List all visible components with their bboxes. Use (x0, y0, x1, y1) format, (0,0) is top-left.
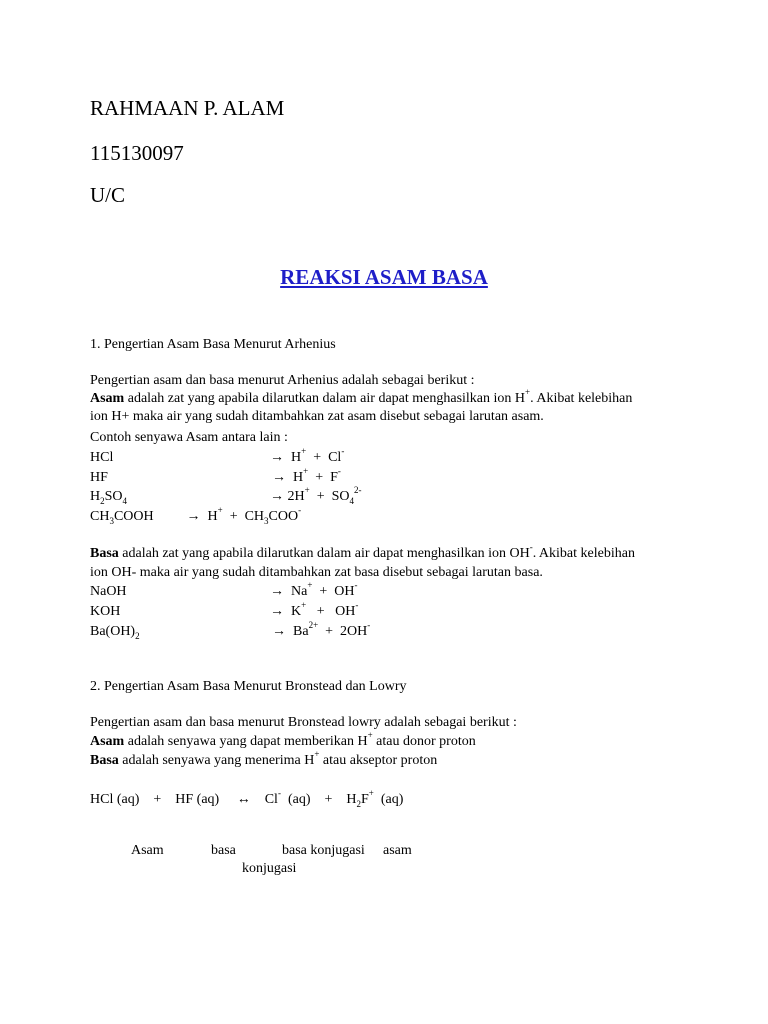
section1-heading: 1. Pengertian Asam Basa Menurut Arhenius (90, 337, 336, 352)
label-asam-konjugasi-line2: konjugasi (242, 861, 297, 876)
label-asam: Asam (131, 843, 164, 858)
reaction-baoh2: $Ba(OH)_2$ → $Ba^{2+} + 2OH^-$ (90, 620, 371, 641)
asam-term: Asam (90, 391, 125, 406)
reaction-naoh: NaOH → Na+ + OH- (90, 580, 358, 599)
author-name: RAHMAAN P. ALAM (90, 96, 285, 120)
document-title: REAKSI ASAM BASA (280, 265, 488, 289)
bl-asam-definition: Asam adalah senyawa yang dapat memberikan H+ atau donor proton (90, 730, 476, 749)
basa-definition-line2: ion OH- maka air yang sudah ditambahkan zat basa disebut sebagai larutan basa. (90, 565, 543, 580)
reaction-hf: HF → H+ + F- (90, 466, 341, 485)
label-asam-konjugasi: asam (383, 843, 412, 858)
label-basa: basa (211, 843, 236, 858)
class-code: U/C (90, 183, 126, 207)
asam-examples-intro: Contoh senyawa Asam antara lain : (90, 430, 288, 445)
bl-basa-term: Basa (90, 753, 119, 768)
reaction-ch3cooh: $CH_3COOH$ → $H^+ + CH_3COO^-$ (90, 505, 302, 526)
asam-definition: Asam adalah zat yang apabila dilarutkan dalam air dapat menghasilkan ion H+. Akibat kelebihan (90, 387, 633, 406)
equilibrium-equation: HCl (aq) + HF (aq) ↔ Cl- (aq) + $H_2F^+$ (aq) (90, 788, 404, 809)
bl-asam-term: Asam (90, 734, 125, 749)
student-id: 115130097 (90, 141, 184, 165)
reaction-h2so4: $H_2SO_4$ → $2H^+ + SO_4^{2-}$ (90, 485, 362, 506)
section2-intro: Pengertian asam dan basa menurut Bronstead lowry adalah sebagai berikut : (90, 715, 517, 730)
reaction-koh: KOH → K+ + OH- (90, 600, 359, 619)
bl-basa-definition: Basa adalah senyawa yang menerima H+ atau akseptor proton (90, 749, 438, 768)
basa-definition: Basa adalah zat yang apabila dilarutkan dalam air dapat menghasilkan ion OH-. Akibat kelebihan (90, 542, 635, 561)
reaction-hcl: HCl → H+ + Cl- (90, 446, 345, 465)
label-basa-konjugasi: basa konjugasi (282, 843, 365, 858)
asam-definition-line2: ion H+ maka air yang sudah ditambahkan zat asam disebut sebagai larutan asam. (90, 409, 544, 424)
basa-term: Basa (90, 546, 119, 561)
section1-intro: Pengertian asam dan basa menurut Arhenius adalah sebagai berikut : (90, 373, 475, 388)
section2-heading: 2. Pengertian Asam Basa Menurut Bronstead dan Lowry (90, 679, 407, 694)
